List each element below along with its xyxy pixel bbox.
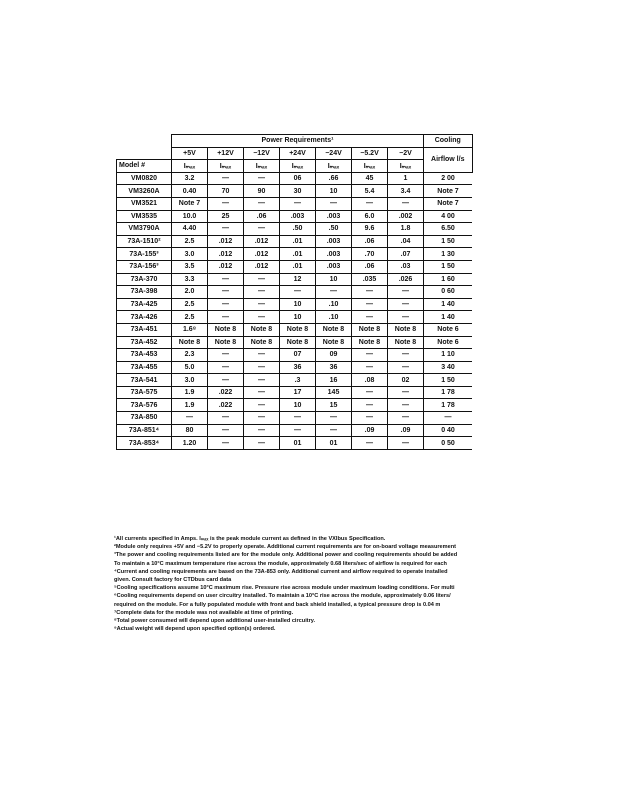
current-sub-header: Iₘₐₓ xyxy=(316,160,352,173)
current-cell: 9.6 xyxy=(352,223,388,236)
footnote: ⁸Total power consumed will depend upon additional user-installed circuitry. xyxy=(114,618,316,625)
current-cell: 02 xyxy=(388,374,424,387)
voltage-header: +12V xyxy=(208,147,244,160)
airflow-cell: Note 6 xyxy=(424,323,473,336)
current-cell: — xyxy=(316,412,352,425)
airflow-cell: 0 50 xyxy=(424,437,473,450)
current-cell: .06 xyxy=(244,210,280,223)
table-row xyxy=(117,424,473,437)
current-cell: 3.5 xyxy=(172,260,208,273)
current-cell: .01 xyxy=(280,235,316,248)
current-cell: — xyxy=(208,361,244,374)
airflow-cell: 1 60 xyxy=(424,273,473,286)
current-cell: — xyxy=(280,424,316,437)
current-cell: 1.9 xyxy=(172,399,208,412)
current-cell: — xyxy=(388,386,424,399)
footnote: ¹All currents specified in Amps. Iₘₐₓ is the peak module current as defined in the VXIbus Specification. xyxy=(114,536,386,542)
current-sub-header: Iₘₐₓ xyxy=(352,160,388,173)
table-row xyxy=(117,172,473,185)
current-cell: 10.0 xyxy=(172,210,208,223)
voltage-header: −12V xyxy=(244,147,280,160)
airflow-cell: 3 40 xyxy=(424,361,473,374)
current-cell: — xyxy=(316,424,352,437)
current-cell: — xyxy=(244,349,280,362)
table-row xyxy=(117,311,473,324)
current-cell: — xyxy=(280,286,316,299)
table-row xyxy=(117,298,473,311)
current-cell: — xyxy=(352,437,388,450)
current-cell: 06 xyxy=(280,172,316,185)
current-cell: 4.40 xyxy=(172,223,208,236)
model-cell: 73A-850 xyxy=(117,412,172,425)
current-cell: — xyxy=(208,374,244,387)
model-cell: 73A-155³ xyxy=(117,248,172,261)
current-cell: 10 xyxy=(280,399,316,412)
voltage-header: +5V xyxy=(172,147,208,160)
current-cell: — xyxy=(244,273,280,286)
current-cell: — xyxy=(388,437,424,450)
current-cell: .022 xyxy=(208,386,244,399)
current-cell: 1.20 xyxy=(172,437,208,450)
current-cell: 6.0 xyxy=(352,210,388,223)
current-cell: .003 xyxy=(316,248,352,261)
current-cell: 3.4 xyxy=(388,185,424,198)
current-sub-header: Iₘₐₓ xyxy=(208,160,244,173)
current-cell: .01 xyxy=(280,260,316,273)
footnote: given. Consult factory for CTDbus card data xyxy=(114,577,232,584)
current-cell: .10 xyxy=(316,311,352,324)
current-cell: — xyxy=(352,361,388,374)
current-cell: — xyxy=(352,399,388,412)
airflow-cell: 1 50 xyxy=(424,374,473,387)
airflow-cell: Note 6 xyxy=(424,336,473,349)
airflow-cell: 0 40 xyxy=(424,424,473,437)
airflow-cell: 1 30 xyxy=(424,248,473,261)
current-cell: 17 xyxy=(280,386,316,399)
current-cell: .50 xyxy=(280,223,316,236)
airflow-cell: 1 10 xyxy=(424,349,473,362)
current-cell: .003 xyxy=(316,235,352,248)
current-cell: .012 xyxy=(208,248,244,261)
current-cell: .09 xyxy=(388,424,424,437)
current-cell: Note 8 xyxy=(388,336,424,349)
current-cell: — xyxy=(244,286,280,299)
current-cell: .10 xyxy=(316,298,352,311)
airflow-cell: 6.50 xyxy=(424,223,473,236)
current-cell: 12 xyxy=(280,273,316,286)
current-cell: 1 xyxy=(388,172,424,185)
table-row xyxy=(117,336,473,349)
current-cell: Note 8 xyxy=(316,336,352,349)
current-cell: 10 xyxy=(280,298,316,311)
current-cell: Note 8 xyxy=(208,336,244,349)
footnote: ⁶Cooling requirements depend on user circuitry installed. To maintain a 10°C rise across the module, approximately 0.06 liters/ xyxy=(114,593,451,600)
footnotes xyxy=(114,535,621,633)
current-cell: — xyxy=(280,197,316,210)
current-cell: 3.0 xyxy=(172,248,208,261)
table-row xyxy=(117,361,473,374)
current-cell: Note 8 xyxy=(352,323,388,336)
current-cell: .70 xyxy=(352,248,388,261)
current-cell: 3.2 xyxy=(172,172,208,185)
model-cell: 73A-576 xyxy=(117,399,172,412)
current-cell: — xyxy=(280,412,316,425)
table-row xyxy=(117,210,473,223)
footnote: To maintain a 10°C maximum temperature rise across the module, approximately 0.68 liters/sec of airflow is required for each xyxy=(114,560,447,567)
current-cell: .003 xyxy=(316,210,352,223)
current-cell: — xyxy=(208,437,244,450)
model-cell: VM3790A xyxy=(117,223,172,236)
current-cell: — xyxy=(352,386,388,399)
model-cell: 73A-398 xyxy=(117,286,172,299)
current-cell: — xyxy=(352,286,388,299)
current-cell: — xyxy=(244,223,280,236)
current-cell: .002 xyxy=(388,210,424,223)
model-cell: 73A-541 xyxy=(117,374,172,387)
model-cell: 73A-453 xyxy=(117,349,172,362)
airflow-header: Airflow l/s xyxy=(424,147,473,172)
current-cell: 01 xyxy=(316,437,352,450)
current-cell: 36 xyxy=(316,361,352,374)
current-cell: — xyxy=(244,197,280,210)
current-cell: — xyxy=(208,197,244,210)
current-cell: — xyxy=(352,197,388,210)
current-cell: — xyxy=(244,298,280,311)
current-cell: — xyxy=(352,311,388,324)
power-cooling-table xyxy=(116,134,473,450)
table-body xyxy=(117,172,473,449)
current-cell: .012 xyxy=(244,235,280,248)
current-cell: Note 8 xyxy=(280,336,316,349)
airflow-cell: 1 40 xyxy=(424,311,473,324)
current-cell: Note 8 xyxy=(208,323,244,336)
footnote: ⁴Current and cooling requirements are based on the 73A-853 only. Additional current and airflow required to operate installed xyxy=(114,568,448,575)
airflow-cell: 1 78 xyxy=(424,386,473,399)
current-cell: .012 xyxy=(208,260,244,273)
current-cell: — xyxy=(388,361,424,374)
current-cell: 2.5 xyxy=(172,298,208,311)
current-cell: .66 xyxy=(316,172,352,185)
current-cell: .01 xyxy=(280,248,316,261)
current-cell: 0.40 xyxy=(172,185,208,198)
current-cell: .003 xyxy=(316,260,352,273)
table-row xyxy=(117,235,473,248)
current-cell: .06 xyxy=(352,235,388,248)
current-cell: .09 xyxy=(352,424,388,437)
footnote: ²Module only requires +5V and −5.2V to properly operate. Additional current requirements are for on-board voltage measurement xyxy=(114,544,457,551)
current-cell: 07 xyxy=(280,349,316,362)
current-cell: — xyxy=(208,412,244,425)
current-cell: Note 8 xyxy=(244,323,280,336)
model-cell: VM3535 xyxy=(117,210,172,223)
current-cell: 2.5 xyxy=(172,235,208,248)
current-sub-header: Iₘₐₓ xyxy=(280,160,316,173)
current-cell: — xyxy=(208,298,244,311)
airflow-cell: 1 50 xyxy=(424,260,473,273)
table-row xyxy=(117,412,473,425)
current-cell: .012 xyxy=(244,248,280,261)
footnote: ⁵Cooling specifications assume 10°C maximum rise. Pressure rise across module under maximum loading conditions. For multi xyxy=(114,585,455,592)
current-cell: — xyxy=(244,399,280,412)
current-cell: 70 xyxy=(208,185,244,198)
current-cell: Note 8 xyxy=(352,336,388,349)
current-cell: — xyxy=(244,311,280,324)
current-cell: — xyxy=(352,298,388,311)
current-cell: — xyxy=(388,298,424,311)
voltage-header: +24V xyxy=(280,147,316,160)
table-row xyxy=(117,437,473,450)
airflow-cell: Note 7 xyxy=(424,185,473,198)
voltage-header: −24V xyxy=(316,147,352,160)
current-cell: Note 8 xyxy=(388,323,424,336)
table-row xyxy=(117,386,473,399)
table-row xyxy=(117,197,473,210)
current-cell: 5.0 xyxy=(172,361,208,374)
current-cell: .3 xyxy=(280,374,316,387)
current-cell: 80 xyxy=(172,424,208,437)
current-cell: — xyxy=(388,197,424,210)
model-cell: 73A-452 xyxy=(117,336,172,349)
current-cell: .04 xyxy=(388,235,424,248)
current-cell: — xyxy=(388,399,424,412)
table-row xyxy=(117,323,473,336)
current-cell: — xyxy=(208,223,244,236)
current-cell: — xyxy=(352,349,388,362)
footnote: ³The power and cooling requirements listed are for the module only. Additional power and cooling requirements should be added xyxy=(114,552,458,559)
current-cell: .03 xyxy=(388,260,424,273)
model-cell: VM3260A xyxy=(117,185,172,198)
current-cell: — xyxy=(388,286,424,299)
table-row xyxy=(117,286,473,299)
model-cell: VM0820 xyxy=(117,172,172,185)
model-cell: 73A-156³ xyxy=(117,260,172,273)
current-cell: Note 8 xyxy=(280,323,316,336)
current-cell: — xyxy=(388,311,424,324)
current-sub-header: Iₘₐₓ xyxy=(244,160,280,173)
model-cell: 73A-851⁴ xyxy=(117,424,172,437)
current-cell: 01 xyxy=(280,437,316,450)
model-cell: 73A-425 xyxy=(117,298,172,311)
airflow-cell: 4 00 xyxy=(424,210,473,223)
current-cell: — xyxy=(244,412,280,425)
current-cell: — xyxy=(208,349,244,362)
current-cell: — xyxy=(244,172,280,185)
current-header-row xyxy=(117,160,473,173)
current-sub-header: Iₘₐₓ xyxy=(388,160,424,173)
current-cell: — xyxy=(172,412,208,425)
current-cell: 3.3 xyxy=(172,273,208,286)
current-sub-header: Iₘₐₓ xyxy=(172,160,208,173)
current-cell: 90 xyxy=(244,185,280,198)
current-cell: .012 xyxy=(208,235,244,248)
cooling-header: Cooling xyxy=(424,135,473,148)
current-cell: — xyxy=(208,286,244,299)
current-cell: — xyxy=(208,424,244,437)
footnote: ⁹Actual weight will depend upon specified option(s) ordered. xyxy=(114,626,276,633)
current-cell: — xyxy=(316,286,352,299)
airflow-cell: — xyxy=(424,412,473,425)
airflow-cell: 1 40 xyxy=(424,298,473,311)
current-cell: .026 xyxy=(388,273,424,286)
airflow-cell: 1 50 xyxy=(424,235,473,248)
current-cell: .003 xyxy=(280,210,316,223)
group-header-row xyxy=(117,135,473,148)
current-cell: 1.9 xyxy=(172,386,208,399)
current-cell: Note 7 xyxy=(172,197,208,210)
current-cell: Note 8 xyxy=(244,336,280,349)
current-cell: — xyxy=(208,311,244,324)
table-row xyxy=(117,185,473,198)
current-cell: 1.8 xyxy=(388,223,424,236)
voltage-header: −2V xyxy=(388,147,424,160)
airflow-cell: 0 60 xyxy=(424,286,473,299)
current-cell: — xyxy=(316,197,352,210)
current-cell: — xyxy=(208,172,244,185)
footnote: ⁷Complete data for the module was not available at time of printing. xyxy=(114,609,294,616)
current-cell: .035 xyxy=(352,273,388,286)
current-cell: .08 xyxy=(352,374,388,387)
airflow-cell: Note 7 xyxy=(424,197,473,210)
footnote: required on the module. For a fully populated module with front and back shield installed, a typical pressure drop is 0.04 m xyxy=(114,601,441,608)
current-cell: 2.3 xyxy=(172,349,208,362)
table-row xyxy=(117,248,473,261)
current-cell: — xyxy=(244,374,280,387)
model-cell: 73A-1510² xyxy=(117,235,172,248)
model-cell: 73A-455 xyxy=(117,361,172,374)
current-cell: Note 8 xyxy=(172,336,208,349)
table-row xyxy=(117,349,473,362)
current-cell: 145 xyxy=(316,386,352,399)
current-cell: 2.0 xyxy=(172,286,208,299)
current-cell: .022 xyxy=(208,399,244,412)
current-cell: — xyxy=(244,361,280,374)
current-cell: — xyxy=(244,437,280,450)
airflow-cell: 2 00 xyxy=(424,172,473,185)
current-cell: .06 xyxy=(352,260,388,273)
current-cell: 45 xyxy=(352,172,388,185)
current-cell: 09 xyxy=(316,349,352,362)
current-cell: — xyxy=(388,412,424,425)
table-row xyxy=(117,374,473,387)
current-cell: 1.6⁸ xyxy=(172,323,208,336)
current-cell: 15 xyxy=(316,399,352,412)
current-cell: — xyxy=(244,386,280,399)
table-row xyxy=(117,223,473,236)
model-cell: 73A-575 xyxy=(117,386,172,399)
blank-corner-2 xyxy=(117,147,172,160)
voltage-header: −5.2V xyxy=(352,147,388,160)
model-cell: VM3521 xyxy=(117,197,172,210)
current-cell: .012 xyxy=(244,260,280,273)
current-cell: — xyxy=(244,424,280,437)
current-cell: .07 xyxy=(388,248,424,261)
airflow-cell: 1 78 xyxy=(424,399,473,412)
current-cell: — xyxy=(388,349,424,362)
table-row xyxy=(117,260,473,273)
current-cell: — xyxy=(208,273,244,286)
current-cell: 5.4 xyxy=(352,185,388,198)
current-cell: 25 xyxy=(208,210,244,223)
current-cell: .50 xyxy=(316,223,352,236)
current-cell: 36 xyxy=(280,361,316,374)
current-cell: 16 xyxy=(316,374,352,387)
current-cell: 2.5 xyxy=(172,311,208,324)
current-cell: — xyxy=(352,412,388,425)
blank-corner xyxy=(117,135,172,148)
model-cell: 73A-426 xyxy=(117,311,172,324)
table-row xyxy=(117,399,473,412)
current-cell: 10 xyxy=(280,311,316,324)
power-requirements-header: Power Requirements¹ xyxy=(172,135,424,148)
voltage-header-row xyxy=(117,147,473,160)
model-cell: 73A-853⁴ xyxy=(117,437,172,450)
current-cell: 10 xyxy=(316,185,352,198)
model-cell: 73A-370 xyxy=(117,273,172,286)
current-cell: 30 xyxy=(280,185,316,198)
current-cell: Note 8 xyxy=(316,323,352,336)
model-header: Model # xyxy=(117,160,172,173)
table-row xyxy=(117,273,473,286)
model-cell: 73A-451 xyxy=(117,323,172,336)
current-cell: 3.0 xyxy=(172,374,208,387)
current-cell: 10 xyxy=(316,273,352,286)
